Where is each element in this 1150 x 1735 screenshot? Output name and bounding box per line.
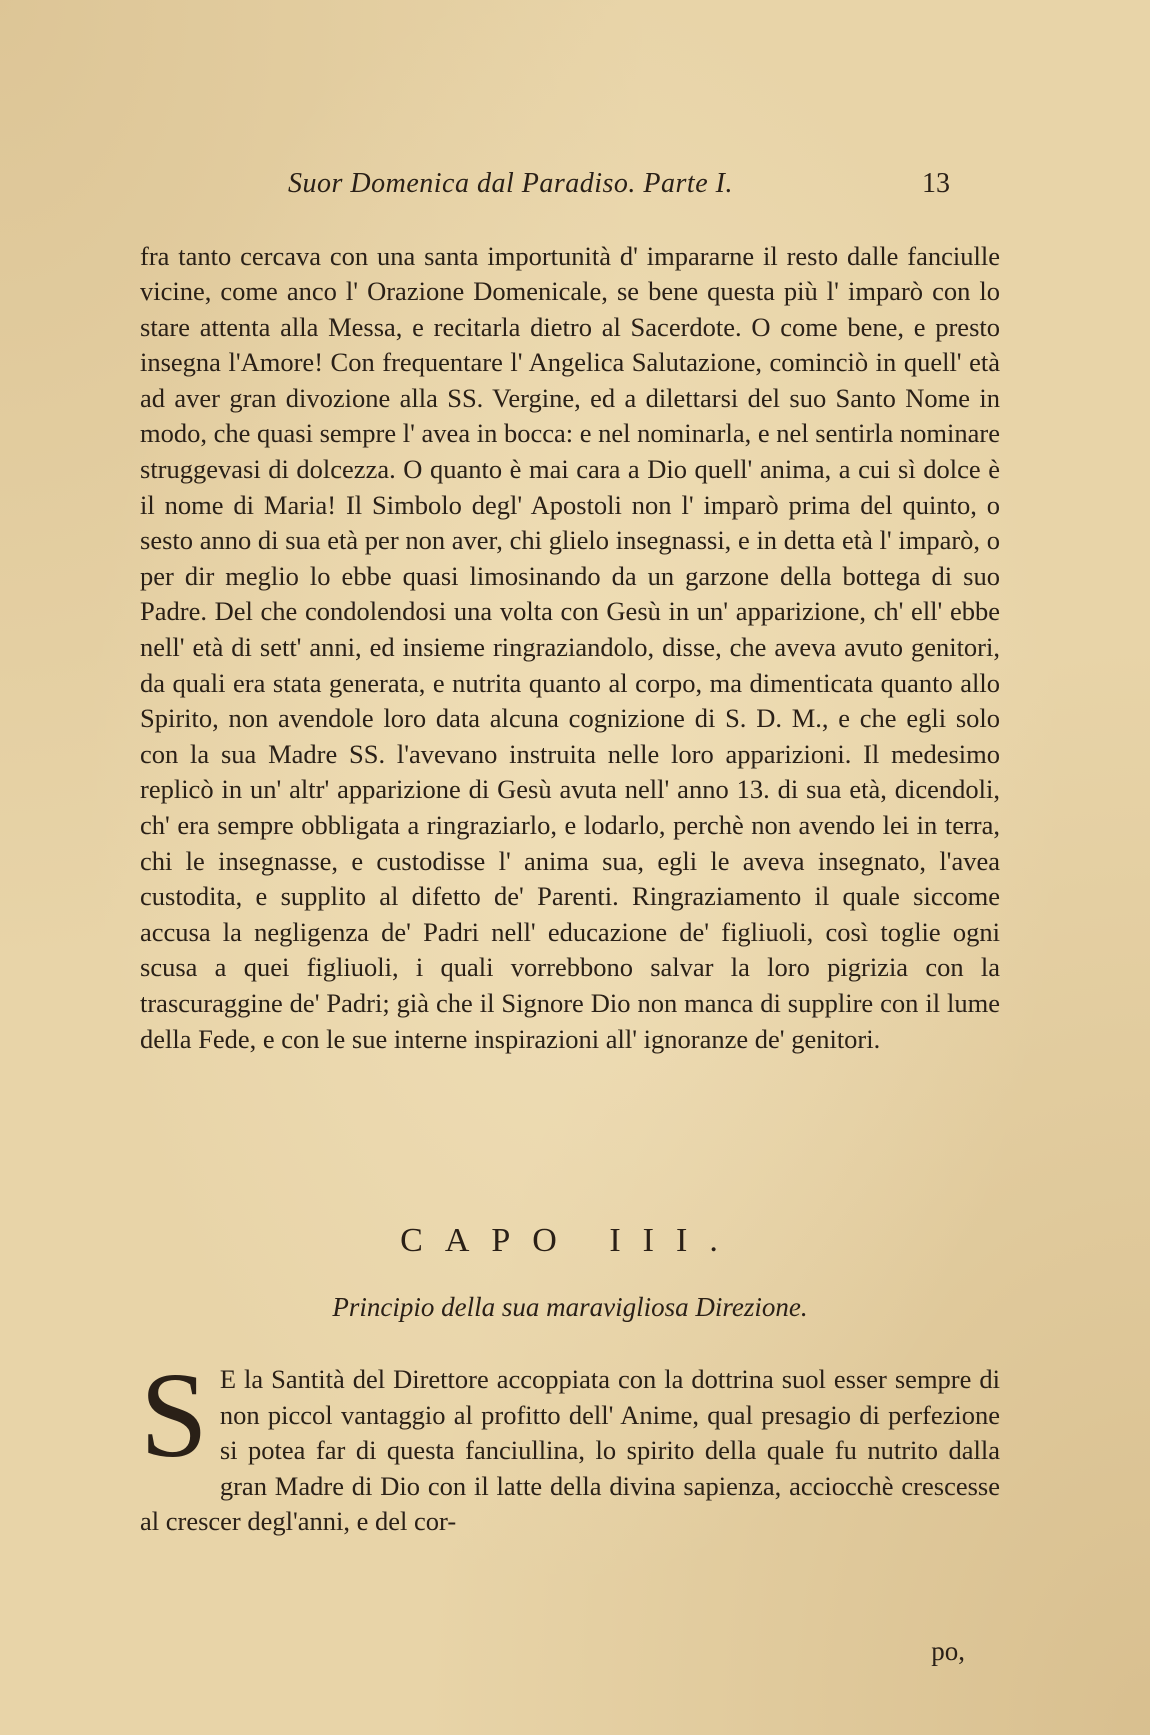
running-head: Suor Domenica dal Paradiso. Parte I.: [288, 168, 733, 199]
catchword: po,: [931, 1636, 965, 1666]
page-number: 13: [922, 168, 950, 199]
chapter-title: CAPO III.: [400, 1222, 740, 1259]
chapter-subtitle: Principio della sua maravigliosa Direzione.: [332, 1292, 808, 1322]
chapter-paragraph: E la Santità del Direttore accoppiata con la dottrina suol esser sempre di non piccol vantaggio al profitto dell' Anime, qual presagio di perfezione si potea far di questa fanciullina, lo spirito della quale fu nutrito dalla gran Madre di Dio con il latte della divina sapienza, acciocchè crescesse al crescer degl'anni, e del cor-: [140, 1364, 1000, 1537]
chapter-body: [140, 1348, 1000, 1540]
body-paragraph: fra tanto cercava con una santa importunità d' impararne il resto dalle fanciulle vicine, come anco l' Orazione Domenicale, se bene questa più l' imparò con lo stare attenta alla Messa, e recitarla dietro al Sacerdote. O come bene, e presto insegna l'Amore! Con frequentare l' Angelica Salutazione, cominciò in quell' età ad aver gran divozione alla SS. Vergine, ed a dilettarsi del suo Santo Nome in modo, che quasi sempre l' avea in bocca: e nel nominarla, e nel sentirla nominare struggevasi di dolcezza. O quanto è mai cara a Dio quell' anima, a cui sì dolce è il nome di Maria! Il Simbolo degl' Apostoli non l' imparò prima del quinto, o sesto anno di sua età per non aver, chi glielo insegnassi, e in detta età l' imparò, o per dir meglio lo ebbe quasi limosinando da un garzone della bottega di suo Padre. Del che condolendosi una volta con Gesù in un' apparizione, ch' ell' ebbe nell' età di sett' anni, ed insieme ringraziandolo, disse, che aveva avuto genitori, da quali era stata generata, e nutrita quanto al corpo, ma dimenticata quanto allo Spirito, non avendole loro data alcuna cognizione di S. D. M., e che egli solo con la sua Madre SS. l'avevano instruita nelle loro apparizioni. Il medesimo replicò in un' altr' apparizione di Gesù avuta nell' anno 13. di sua età, dicendoli, ch' era sempre obbligata a ringraziarlo, e lodarlo, perchè non avendo lei in terra, chi le insegnasse, e custodisse l' anima sua, egli le aveva insegnato, l'avea custodita, e supplito al difetto de' Parenti. Ringraziamento il quale siccome accusa la negligenza de' Padri nell' educazione de' figliuoli, così toglie ogni scusa a quei figliuoli, i quali vorrebbono salvar la loro pigrizia con la trascuraggine de' Padri; già che il Signore Dio non manca di supplire con il lume della Fede, e con le sue interne inspirazioni all' ignoranze de' genitori.: [140, 240, 1000, 1054]
drop-cap: S: [140, 1348, 208, 1483]
page-header: [140, 168, 1000, 212]
